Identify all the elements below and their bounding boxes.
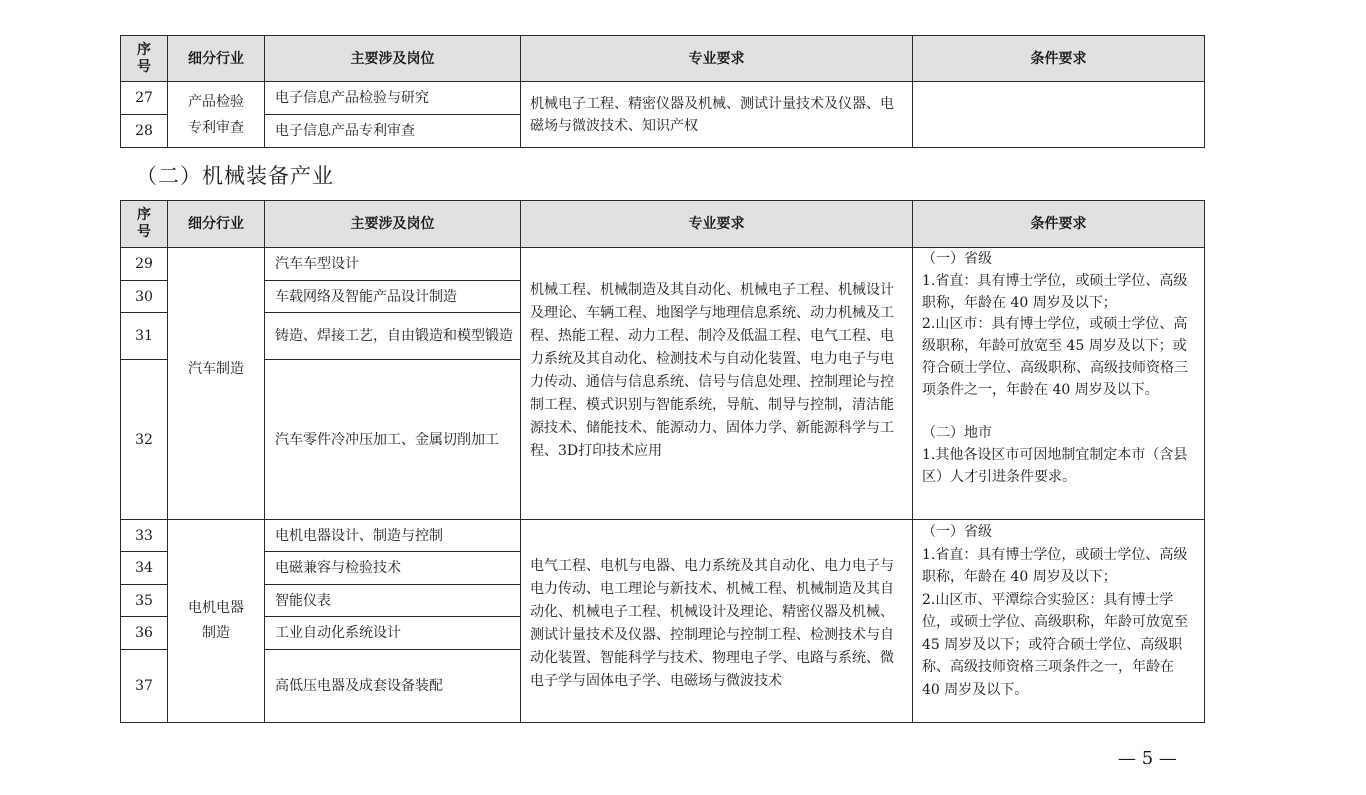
position-cell: 电子信息产品专利审查 bbox=[265, 115, 521, 148]
table-electronic-info bbox=[120, 35, 1205, 148]
header-no: 序号 bbox=[121, 36, 168, 82]
header-major: 专业要求 bbox=[521, 36, 913, 82]
header-industry: 细分行业 bbox=[168, 36, 265, 82]
position-cell: 铸造、焊接工艺，自由锻造和模型锻造 bbox=[265, 313, 521, 360]
row-no: 33 bbox=[121, 520, 168, 552]
position-cell: 工业自动化系统设计 bbox=[265, 617, 521, 650]
major-cell: 机械电子工程、精密仪器及机械、测试计量技术及仪器、电磁场与微波技术、知识产权 bbox=[521, 82, 913, 148]
major-cell: 电气工程、电机与电器、电力系统及其自动化、电力电子与电力传动、电工理论与新技术、机械工程、机械制造及其自动化、机械电子工程、机械设计及理论、精密仪器及机械、测试计量技术及仪器、控制理论与控制工程、检测技术与自动化装置、智能科学与技术、物理电子学、电路与系统、微电子学与固体电子学、电磁场与微波技术 bbox=[521, 520, 913, 723]
table-row bbox=[121, 520, 1205, 552]
row-no: 29 bbox=[121, 248, 168, 281]
position-cell: 电机电器设计、制造与控制 bbox=[265, 520, 521, 552]
major-cell: 机械工程、机械制造及其自动化、机械电子工程、机械设计及理论、车辆工程、地图学与地理信息系统、动力机械及工程、热能工程、动力工程、制冷及低温工程、电气工程、电力系统及其自动化、检测技术与自动化装置、电力电子与电力传动、通信与信息系统、信号与信息处理、控制理论与控制工程、模式识别与智能系统，导航、制导与控制，清洁能源技术、储能技术、能源动力、固体力学、新能源科学与工程、3D打印技术应用 bbox=[521, 248, 913, 520]
industry-cell: 产品检验 专利审查 bbox=[168, 82, 265, 148]
position-cell: 汽车车型设计 bbox=[265, 248, 521, 281]
row-no: 35 bbox=[121, 585, 168, 617]
row-no: 31 bbox=[121, 313, 168, 360]
row-no: 32 bbox=[121, 360, 168, 520]
position-cell: 智能仪表 bbox=[265, 585, 521, 617]
condition-cell bbox=[913, 82, 1205, 148]
row-no: 28 bbox=[121, 115, 168, 148]
header-condition: 条件要求 bbox=[913, 201, 1205, 248]
industry-cell: 电机电器 制造 bbox=[168, 520, 265, 723]
row-no: 34 bbox=[121, 552, 168, 585]
table-machinery bbox=[120, 200, 1205, 723]
header-position: 主要涉及岗位 bbox=[265, 36, 521, 82]
row-no: 36 bbox=[121, 617, 168, 650]
section-title: （二）机械装备产业 bbox=[136, 164, 334, 188]
condition-cell: （一）省级 1.省直：具有博士学位，或硕士学位、高级职称，年龄在 40 周岁及以下； 2.山区市：具有博士学位，或硕士学位、高级职称，年龄可放宽至 45 周岁及以下；或符合硕士学位、高级职称、高级技师资格三项条件之一，年龄在 40 周岁及以下。 （二）地市 1.其他各设区市可因地制宜制定本市（含县区）人才引进条件要求。 bbox=[913, 248, 1205, 520]
header-major: 专业要求 bbox=[521, 201, 913, 248]
table-row bbox=[121, 82, 1205, 115]
position-cell: 高低压电器及成套设备装配 bbox=[265, 650, 521, 723]
row-no: 37 bbox=[121, 650, 168, 723]
row-no: 27 bbox=[121, 82, 168, 115]
header-position: 主要涉及岗位 bbox=[265, 201, 521, 248]
header-condition: 条件要求 bbox=[913, 36, 1205, 82]
position-cell: 车载网络及智能产品设计制造 bbox=[265, 281, 521, 313]
position-cell: 电子信息产品检验与研究 bbox=[265, 82, 521, 115]
industry-cell: 汽车制造 bbox=[168, 248, 265, 520]
position-cell: 电磁兼容与检验技术 bbox=[265, 552, 521, 585]
header-no: 序号 bbox=[121, 201, 168, 248]
position-cell: 汽车零件冷冲压加工、金属切削加工 bbox=[265, 360, 521, 520]
table-row bbox=[121, 248, 1205, 281]
row-no: 30 bbox=[121, 281, 168, 313]
page-number: — 5 — bbox=[1118, 748, 1177, 769]
header-industry: 细分行业 bbox=[168, 201, 265, 248]
condition-cell: （一）省级 1.省直：具有博士学位，或硕士学位、高级职称，年龄在 40 周岁及以下； 2.山区市、平潭综合实验区：具有博士学位，或硕士学位、高级职称，年龄可放宽至 45 周岁及以下；或符合硕士学位、高级职称、高级技师资格三项条件之一，年龄在 40 周岁及以下。 bbox=[913, 520, 1205, 723]
